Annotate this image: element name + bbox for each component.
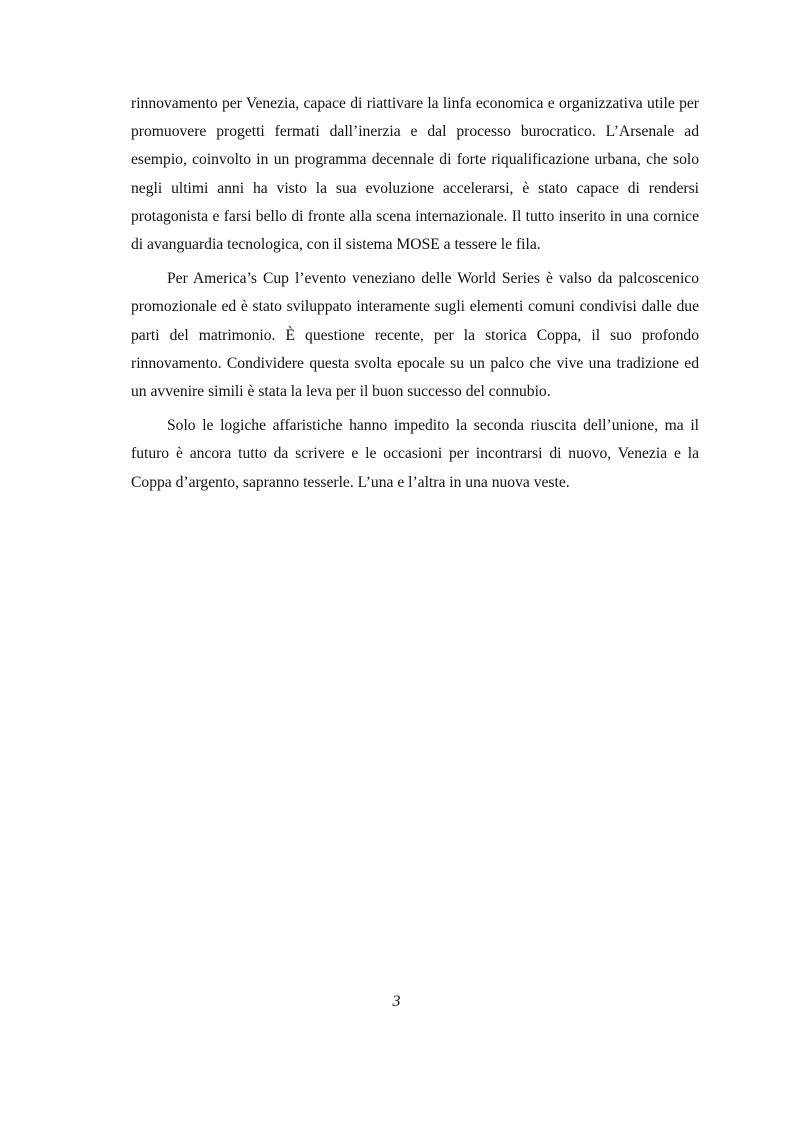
paragraph-conclusion: Solo le logiche affaristiche hanno impedito la seconda riuscita dell’unione, ma il futuro è ancora tutto da scrivere e le occasioni per incontrarsi di nuovo, Venezia e la Coppa d’argento, sapranno tesserle. L’una e l’altra in una nuova veste. xyxy=(131,417,699,491)
paragraph-americas-cup: Per America’s Cup l’evento veneziano delle World Series è valso da palcoscenico promozionale ed è stato sviluppato interamente sugli elementi comuni condivisi dalle due parti del matrimonio. È questione recente, per la storica Coppa, il suo profondo rinnovamento. Condividere questa svolta epocale su un palco che vive una tradizione ed un avvenire simili è stata la leva per il buon successo del connubio. xyxy=(131,270,699,401)
page-number: 3 xyxy=(392,993,401,1010)
paragraph-continuation: rinnovamento per Venezia, capace di riattivare la linfa economica e organizzativa utile per promuovere progetti fermati dall’inerzia e dal processo burocratico. L’Arsenale ad esempio, coinvolto in un programma decennale di forte riqualificazione urbana, che solo negli ultimi anni ha visto la sua evoluzione accelerarsi, è stato capace di rendersi protagonista e farsi bello di fronte alla scena internazionale. Il tutto inserito in una cornice di avanguardia tecnologica, con il sistema MOSE a tessere le fila. xyxy=(131,95,699,254)
body-text xyxy=(131,90,699,503)
